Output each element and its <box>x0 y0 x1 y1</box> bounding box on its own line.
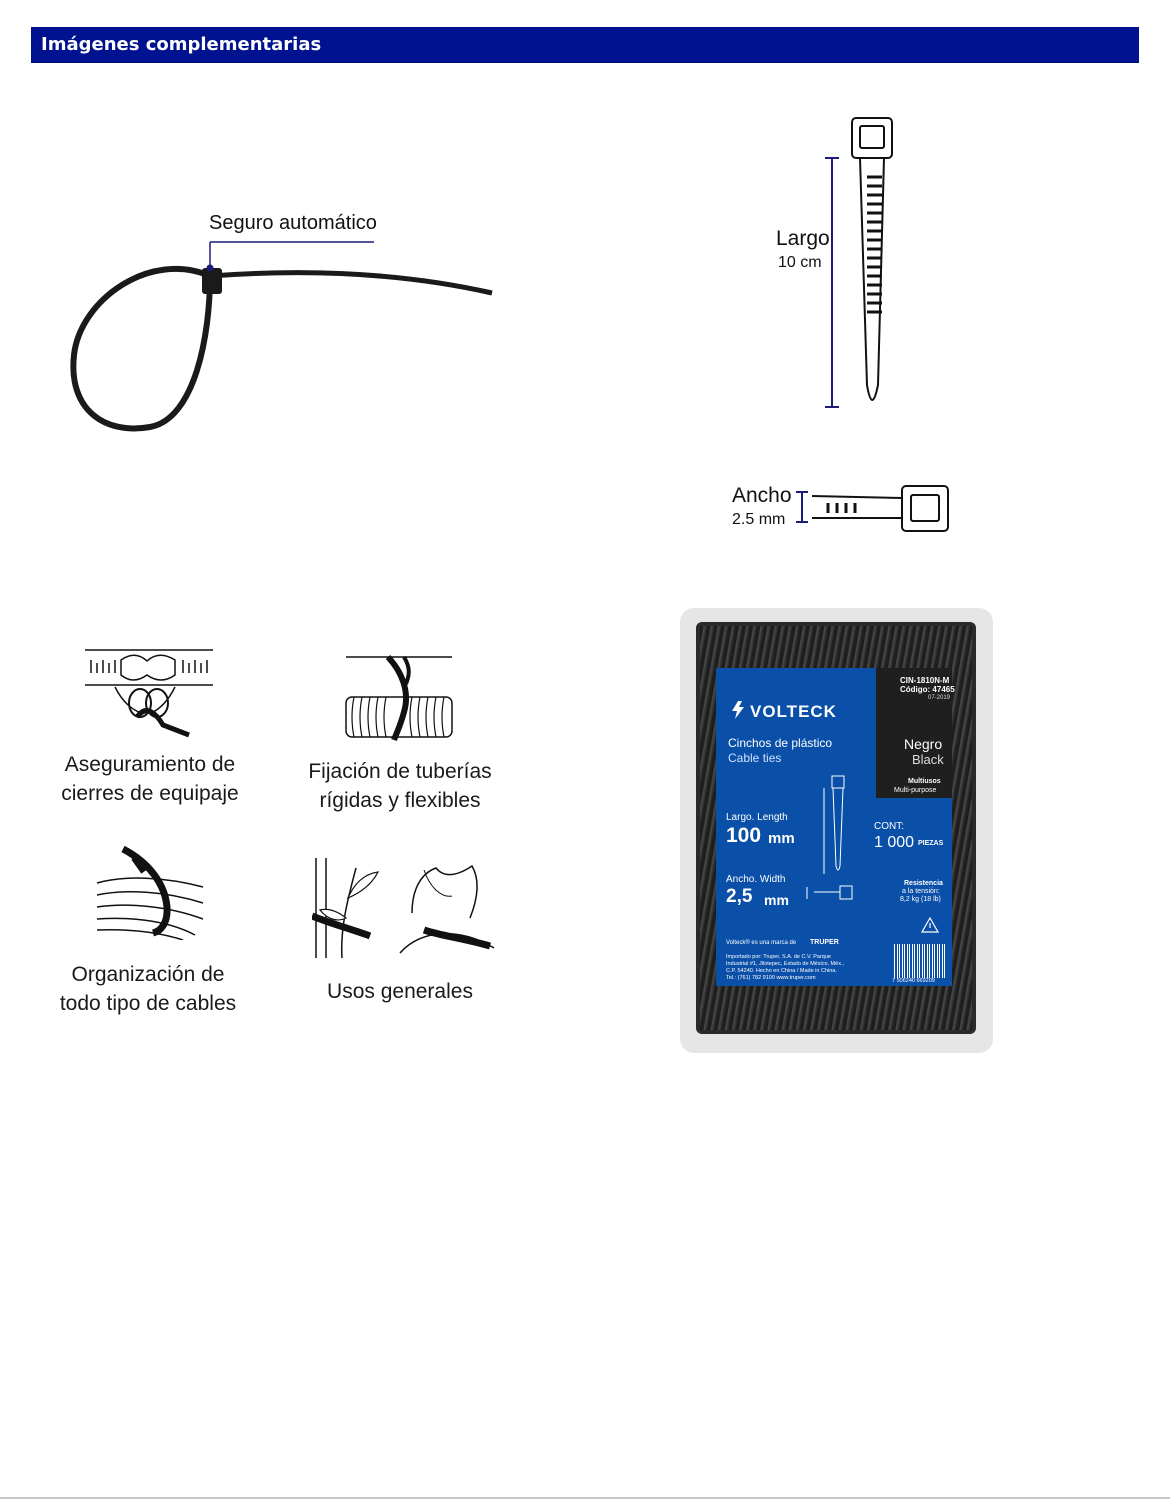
importer-line-4: Tel.: (761) 782 9100 www.truper.com <box>726 975 816 981</box>
importer-line-2: Industrial #1, Jilotepec, Estado de México, Méx., <box>726 961 845 967</box>
use-label-luggage: Aseguramiento de cierres de equipaje <box>61 753 239 805</box>
length-label: Largo <box>776 227 830 250</box>
width-number: 2,5 <box>726 886 753 907</box>
contents-unit: PIEZAS <box>918 840 944 847</box>
luggage-zipper-icon <box>85 645 215 740</box>
cable-bundle-icon <box>95 845 210 940</box>
package-label <box>716 668 955 986</box>
contents-value: 1 000 <box>874 834 915 851</box>
importer-line-3: C.P. 54240. Hecho en China / Made in China. <box>726 968 837 974</box>
barcode-number: 7 506240 669209 <box>892 978 935 984</box>
brand-name: VOLTECK <box>750 702 837 721</box>
width-caption: Ancho. Width <box>726 874 786 885</box>
use-es: Multiusos <box>908 778 941 785</box>
truper-brand: TRUPER <box>810 939 839 946</box>
section-header <box>31 27 1139 63</box>
package-length-drawing <box>820 774 850 879</box>
length-caption: Largo. Length <box>726 812 788 823</box>
section-title: Imágenes complementarias <box>41 34 322 55</box>
resistance-3: 8,2 kg (18 lb) <box>900 896 941 903</box>
length-number: 100 <box>726 824 762 847</box>
width-label: Ancho <box>732 484 792 507</box>
package-width-drawing <box>804 884 854 902</box>
trademark-note: Volteck® es una marca de <box>726 940 797 946</box>
barcode <box>894 944 946 978</box>
lock-label: Seguro automático <box>209 212 377 234</box>
cable-tie-loop-illustration <box>60 205 510 440</box>
page-bottom-rule <box>0 1497 1170 1499</box>
product-code: CIN-1810N-M <box>900 676 950 685</box>
volteck-logo-icon <box>728 700 748 720</box>
width-dimension-drawing <box>790 482 955 537</box>
width-unit: mm <box>764 892 789 908</box>
importer-line-1: Importado por: Truper, S.A. de C.V. Parque <box>726 954 831 960</box>
length-unit: mm <box>768 830 795 847</box>
length-dimension-drawing <box>820 110 920 415</box>
product-date: 07-2019 <box>928 695 951 701</box>
resistance-1: Resistencia <box>904 880 943 887</box>
warning-triangle-icon <box>920 916 940 934</box>
use-en: Multi-purpose <box>894 787 937 794</box>
product-name-en: Cable ties <box>728 751 782 765</box>
resistance-2: a la tensión: <box>902 888 940 895</box>
product-name-es: Cinchos de plástico <box>728 736 833 750</box>
use-label-general: Usos generales <box>327 980 473 1003</box>
use-label-cables: Organización de todo tipo de cables <box>59 963 237 1015</box>
plant-bag-icon <box>312 858 497 963</box>
color-es: Negro <box>904 736 943 752</box>
use-label-pipes: Fijación de tuberías rígidas y flexibles <box>308 760 492 812</box>
product-codigo: Código: 47465 <box>900 685 955 694</box>
width-value: 2.5 mm <box>732 511 786 528</box>
product-package-photo <box>680 608 993 1053</box>
contents-label: CONT: <box>874 821 904 832</box>
color-en: Black <box>912 752 944 767</box>
pipe-icon <box>340 652 460 742</box>
length-value: 10 cm <box>778 254 822 271</box>
